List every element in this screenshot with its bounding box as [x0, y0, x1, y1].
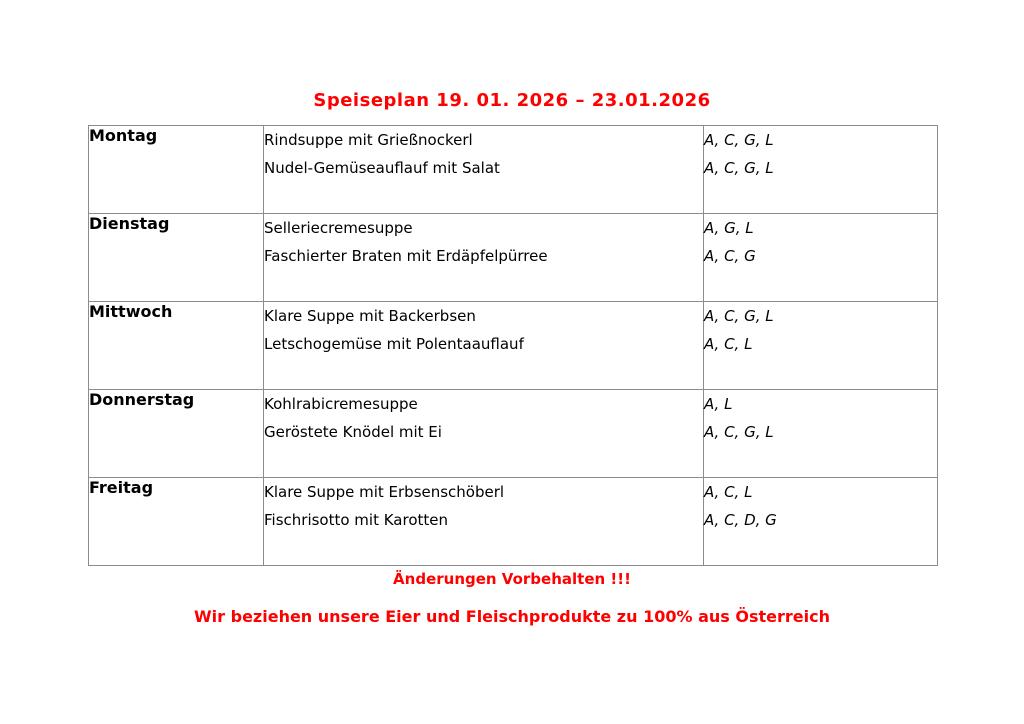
menu-table [88, 125, 938, 566]
table-row-freitag [89, 478, 938, 566]
day-label: Dienstag [89, 214, 170, 233]
dish-line: Nudel-Gemüseauflauf mit Salat [264, 159, 500, 177]
dish-line: Rindsuppe mit Grießnockerl [264, 131, 473, 149]
dish-line: Letschogemüse mit Polentaauflauf [264, 335, 524, 353]
allergens-cell [704, 478, 938, 566]
page-title: Speiseplan 19. 01. 2026 – 23.01.2026 [313, 90, 711, 111]
day-cell [89, 390, 264, 478]
allergen-line: A, C, G, L [704, 131, 774, 149]
dishes-cell [264, 302, 704, 390]
dish-line: Klare Suppe mit Backerbsen [264, 307, 476, 325]
allergen-line: A, L [704, 395, 733, 413]
dish-line: Klare Suppe mit Erbsenschöberl [264, 483, 505, 501]
table-row-mittwoch [89, 302, 938, 390]
allergen-line: A, C, L [704, 483, 753, 501]
day-label: Mittwoch [89, 302, 173, 321]
day-label: Montag [89, 126, 158, 145]
allergen-line: A, C, G, L [704, 159, 774, 177]
allergen-line: A, C, D, G [704, 511, 777, 529]
allergen-line: A, C, G [704, 247, 756, 265]
day-label: Donnerstag [89, 390, 195, 409]
allergen-line: A, C, G, L [704, 423, 774, 441]
dishes-cell [264, 126, 704, 214]
allergens-cell [704, 390, 938, 478]
day-cell [89, 214, 264, 302]
allergen-line: A, C, L [704, 335, 753, 353]
dishes-cell [264, 390, 704, 478]
allergens-cell [704, 302, 938, 390]
day-cell [89, 126, 264, 214]
changes-reserved-note: Änderungen Vorbehalten !!! [393, 570, 631, 588]
day-cell [89, 478, 264, 566]
allergens-cell [704, 126, 938, 214]
dish-line: Faschierter Braten mit Erdäpfelpürree [264, 247, 548, 265]
table-row-montag [89, 126, 938, 214]
dish-line: Fischrisotto mit Karotten [264, 511, 449, 529]
table-row-donnerstag [89, 390, 938, 478]
dishes-cell [264, 214, 704, 302]
dish-line: Geröstete Knödel mit Ei [264, 423, 442, 441]
day-label: Freitag [89, 478, 154, 497]
allergen-line: A, G, L [704, 219, 754, 237]
allergens-cell [704, 214, 938, 302]
dishes-cell [264, 478, 704, 566]
dish-line: Selleriecremesuppe [264, 219, 413, 237]
origin-note: Wir beziehen unsere Eier und Fleischprodukte zu 100% aus Österreich [194, 607, 830, 626]
table-row-dienstag [89, 214, 938, 302]
dish-line: Kohlrabicremesuppe [264, 395, 418, 413]
allergen-line: A, C, G, L [704, 307, 774, 325]
day-cell [89, 302, 264, 390]
